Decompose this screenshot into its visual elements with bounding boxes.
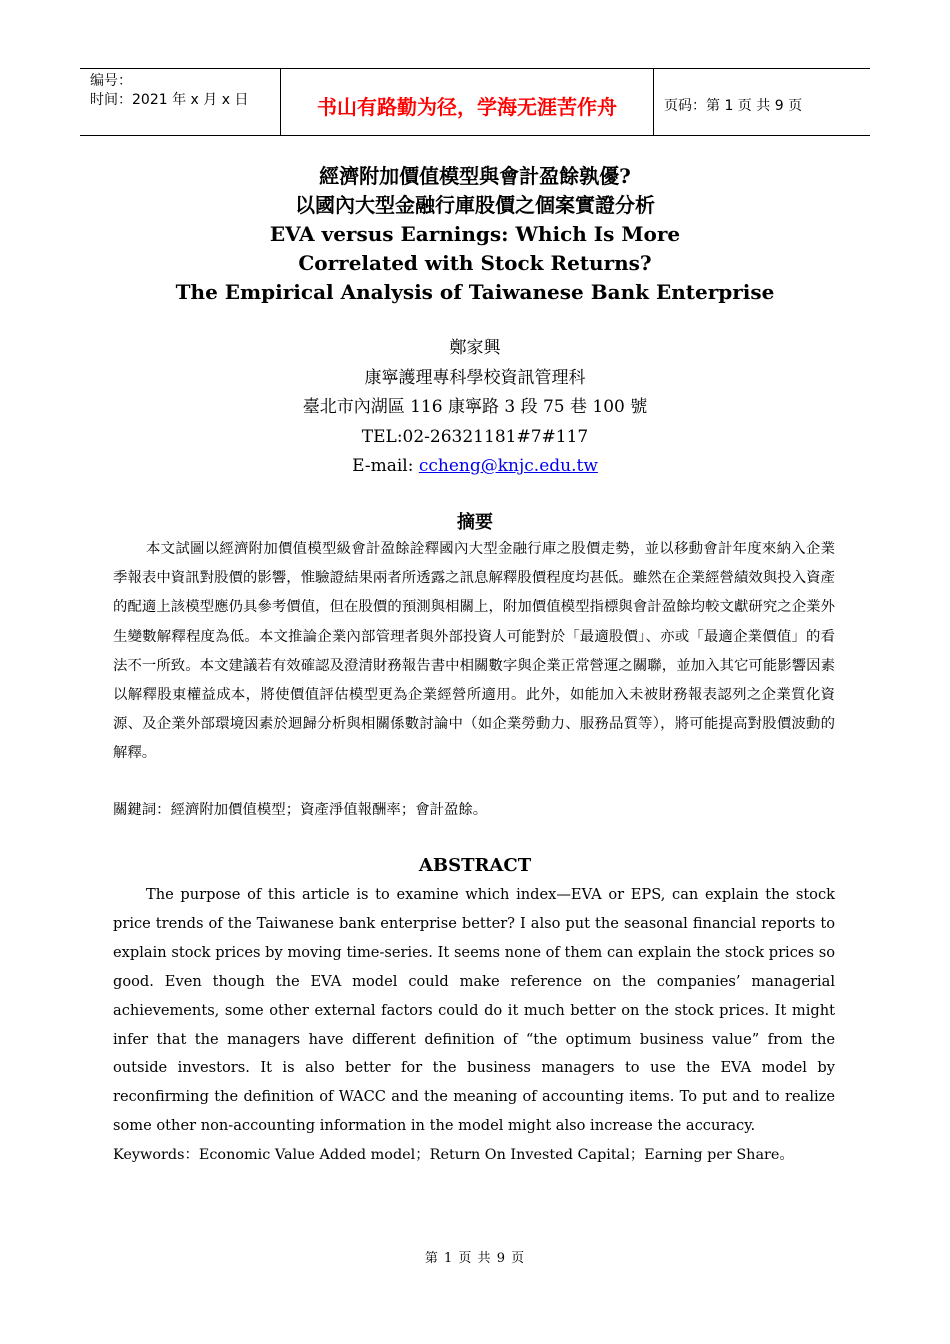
email-link[interactable]: ccheng@knjc.edu.tw	[418, 456, 598, 476]
header-meta	[80, 69, 281, 135]
abstract-zh-body: 本文試圖以經濟附加價值模型級會計盈餘詮釋國內大型金融行庫之股價走勢，並以移動會計年度來納入企業季報表中資訊對股價的影響，惟驗證結果兩者所透露之訊息解釋股價程度均甚低。雖然在企業經營績效與投入資產的配適上該模型應仍具參考價值，但在股價的預測與相關上，附加價值模型指標與會計盈餘均較文獻研究之企業外生變數解釋程度為低。本文推論企業內部管理者與外部投資人可能對於「最適股價」、亦或「最適企業價值」的看法不一所致。本文建議若有效確認及澄清財務報告書中相關數字與企業正常營運之關聯，並加入其它可能影響因素以解釋股東權益成本，將使價值評估模型更為企業經營所適用。此外，如能加入未被財務報表認列之企業質化資源、及企業外部環境因素於迴歸分析與相關係數討論中（如企業勞動力、服務品質等），將可能提高對股價波動的解釋。	[113, 541, 835, 762]
header-number-label: 编号：	[90, 73, 132, 89]
header-date-label: 时间：2021 年 x 月 x 日	[90, 92, 249, 108]
abstract-en-body: The purpose of this article is to examine which index—EVA or EPS, can explain the stock price trends of the Taiwanese bank enterprise better? I also put the seasonal financial reports to explain stock prices by moving time-series. It seems none of them can explain the stock prices so good. Even though the EVA model could make reference on the companies’ managerial achievements, some other external factors could do it much better on the stock prices. It might infer that the managers have different definition of “the optimum business value” from the outside investors. It is also better for the business managers to use the EVA model by reconfirming the definition of WACC and the meaning of accounting items. To put and to realize some other non-accounting information in the model might also increase the accuracy.	[113, 886, 835, 1135]
title-zh-line2: 以國內大型金融行庫股價之個案實證分析	[295, 193, 655, 217]
keywords-zh: 關鍵詞：經濟附加價值模型；資產淨值報酬率；會計盈餘。	[113, 802, 488, 818]
author-info	[0, 334, 950, 482]
title-en-line3: The Empirical Analysis of Taiwanese Bank Enterprise	[175, 280, 775, 304]
abstract-en-heading: ABSTRACT	[418, 855, 532, 876]
email-label: E-mail:	[352, 456, 419, 476]
header-motto: 书山有路勤为径，学海无涯苦作舟	[281, 69, 654, 135]
header-page-label: 页码：第 1 页 共 9 页	[664, 98, 803, 114]
abstract-zh-heading: 摘要	[457, 512, 493, 533]
title-en-line1: EVA versus Earnings: Which Is More	[269, 222, 681, 246]
page-footer: 第 1 页 共 9 页	[424, 1251, 526, 1266]
paper-title	[0, 162, 950, 307]
title-en-line2: Correlated with Stock Returns?	[298, 251, 652, 275]
author-email-line	[0, 452, 950, 482]
document-header	[80, 68, 870, 136]
author-name: 鄭家興	[449, 338, 501, 358]
title-zh-line1: 經濟附加價值模型與會計盈餘孰優?	[319, 164, 631, 188]
author-tel: TEL:02-26321181#7#117	[361, 426, 589, 447]
author-affiliation: 康寧護理專科學校資訊管理科	[364, 367, 586, 388]
keywords-en: Keywords：Economic Value Added model；Return On Invested Capital；Earning per Share。	[113, 1147, 794, 1163]
author-address: 臺北市內湖區 116 康寧路 3 段 75 巷 100 號	[302, 397, 648, 417]
